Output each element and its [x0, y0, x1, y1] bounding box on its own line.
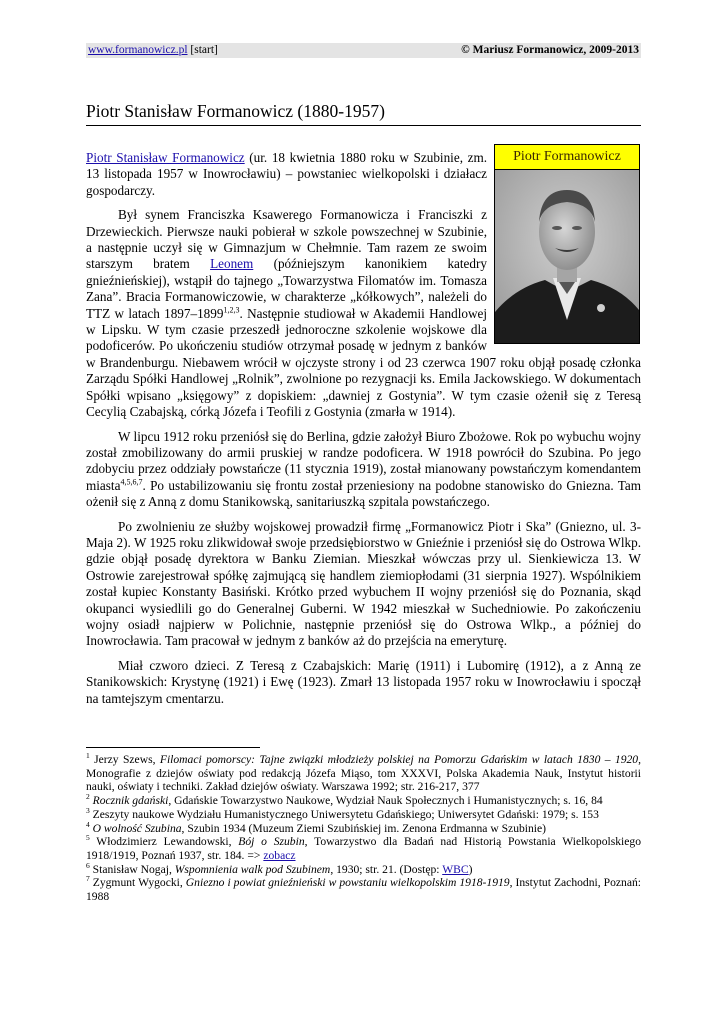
footnote: $^2$ Rocznik gdański, Gdańskie Towarzystwo Naukowe, Wydział Nauk Społecznych i Humanistycznych; s. 16, 84 [86, 792, 603, 808]
page-header [86, 43, 641, 58]
header-left [88, 43, 218, 58]
footnote: $^7$ Zygmunt Wygocki, Gniezno i powiat gnieźnieński w powstaniu wielkopolskim 1918-1919, Instytut Zachodni, Poznań: 1988 [86, 874, 641, 904]
wbc-link[interactable]: WBC [442, 862, 469, 876]
paragraph-biography: Był synem Franciszka Ksawerego Formanowicza i Franciszki z Drzewieckich. Pierwsze nauki pobierał w szkole powszechnej w Szubinie, a następnie uczył się w Gimnazjum w Chełmnie. Tam razem ze swoim starszym bratem Leonem (późniejszym kanonikiem katedry gnieźnieńskiej), wstąpił do tajnego „Towarzystwa Filomatów im. Tomasza Zana”. Bracia Formanowiczowie, w charakterze „kółkowych”, należeli do TTZ w latach 1897–1899$^{1,2,3}$. Następnie studiował w Akademii Handlowej w Lipsku. W tym czasie przeszedł jednoroczne szkolenie wojskowe dla podoficerów. Po ukończeniu studiów otrzymał posadę w jednym z banków w Brandenburgu. Niebawem wrócił w ojczyste strony i od 23 czerwca 1907 roku objął posadę członka Zarządu Spółki Handlowej „Rolnik”, zwolnione po rezygnacji ks. Emila Jackowskiego. W dokumentach Spółki wpisano „księgowy” z dopiskiem: „dawniej z Gostynia”. W tym czasie ożenił się z Teresą Cecylią Czabajską, córką Józefa i Teofili z Gostynia (zmarła w 1914). [86, 207, 641, 420]
start-link[interactable]: [start] [190, 44, 218, 56]
footnote: $^3$ Zeszyty naukowe Wydziału Humanistycznego Uniwersytetu Gdańskiego; Uniwersytet Gdański: 1979; s. 153 [86, 805, 599, 821]
paragraph-intro: Piotr Stanisław Formanowicz (ur. 18 kwietnia 1880 roku w Szubinie, zm. 13 listopada 1957 w Inowrocławiu) – powstaniec wielkopolski i działacz gospodarczy. [86, 150, 488, 198]
page-title: Piotr Stanisław Formanowicz (1880-1957) [86, 100, 641, 126]
article-body [86, 150, 641, 715]
footnotes [86, 753, 641, 904]
footnote: $^1$ Jerzy Szews, Filomaci pomorscy: Tajne związki młodzieży polskiej na Pomorzu Gdańskim w latach 1830 – 1920, Monografie z dziejów oświaty pod redakcją Józefa Miąso, tom XXXVI, Polska Akademia Nauk, Instytut historii nauki, oświaty i techniki. Zakład dziejów oświaty. Warszawa 1992; str. 216-217, 377 [86, 751, 642, 794]
name-link[interactable]: Piotr Stanisław Formanowicz [86, 150, 245, 165]
footnote: $^4$ O wolność Szubina, Szubin 1934 (Muzeum Ziemi Szubińskiej im. Zenona Erdmanna w Szubinie) [86, 819, 547, 835]
paragraph-war: W lipcu 1912 roku przeniósł się do Berlina, gdzie założył Biuro Zbożowe. Rok po wybuchu wojny został zmobilizowany do armii pruskiej w randze podoficera. W 1918 powrócił do Szubina. Po jego zdobyciu przez oddziały powstańcze (11 stycznia 1919), został mianowany powstańczym komendantem miasta$^{4,5,6,7}$. Po ustabilizowaniu się frontu został przeniesiony na podobne stanowisko do Gniezna. Tam ożenił się z Anną z domu Stanikowską, sanitariuszką szpitala powstańczego. [86, 428, 641, 510]
zobacz-link[interactable]: zobacz [263, 848, 296, 862]
footnote: $^6$ Stanisław Nogaj, Wspomnienia walk pod Szubinem, 1930; str. 21. (Dostęp: WBC) [86, 860, 473, 876]
copyright: © Mariusz Formanowicz, 2009-2013 [461, 44, 639, 56]
leon-link[interactable]: Leonem [210, 256, 254, 272]
site-link[interactable]: www.formanowicz.pl [88, 44, 188, 56]
paragraph-family: Miał czworo dzieci. Z Teresą z Czabajskich: Marię (1911) i Lubomirę (1912), a z Anną ze Stanikowskich: Krystynę (1921) i Ewę (1923). Zmarł 13 listopada 1957 roku w Inowrocławiu i spoczął na tamtejszym cmentarzu. [86, 657, 641, 706]
photo-caption: Piotr Formanowicz [495, 145, 639, 170]
footnote-ref[interactable]: 1,2,3 [223, 305, 240, 315]
footnote: $^5$ Włodzimierz Lewandowski, Bój o Szubin, Towarzystwo dla Badań nad Historią Powstania Wielkopolskiego 1918/1919, Poznań 1937, str. 184. => zobacz [86, 833, 641, 862]
footnote-separator [86, 747, 260, 748]
footnote-ref[interactable]: 4,5,6,7 [120, 477, 143, 487]
paragraph-career: Po zwolnieniu ze służby wojskowej prowadził firmę „Formanowicz Piotr i Ska” (Gniezno, ul. 3-Maja 2). W 1925 roku zlikwidował swoje przedsiębiorstwo w Gnieźnie i przeniósł się do Ostrowa Wlkp. gdzie objął posadę dyrektora w Banku Ziemian. Mieszkał wówczas przy ul. Sienkiewicza 13. W Ostrowie zarejestrował spółkę zajmującą się handlem ziemiopłodami (31 sierpnia 1927). Wspólnikiem został kupiec Konstanty Basiński. Krótko przed wybuchem II wojny przeniósł się do Poznania, skąd okupanci wysiedlili go do Generalnej Guberni. W 1942 mieszkał w Suchedniowie. Po zakończeniu wojny osiadł najpierw w Polichnie, następnie przeniósł się do Ostrowa Wlkp., a później do Inowrocławia. Tam pracował w jednym z banków aż do przejścia na emeryturę. [86, 518, 641, 649]
